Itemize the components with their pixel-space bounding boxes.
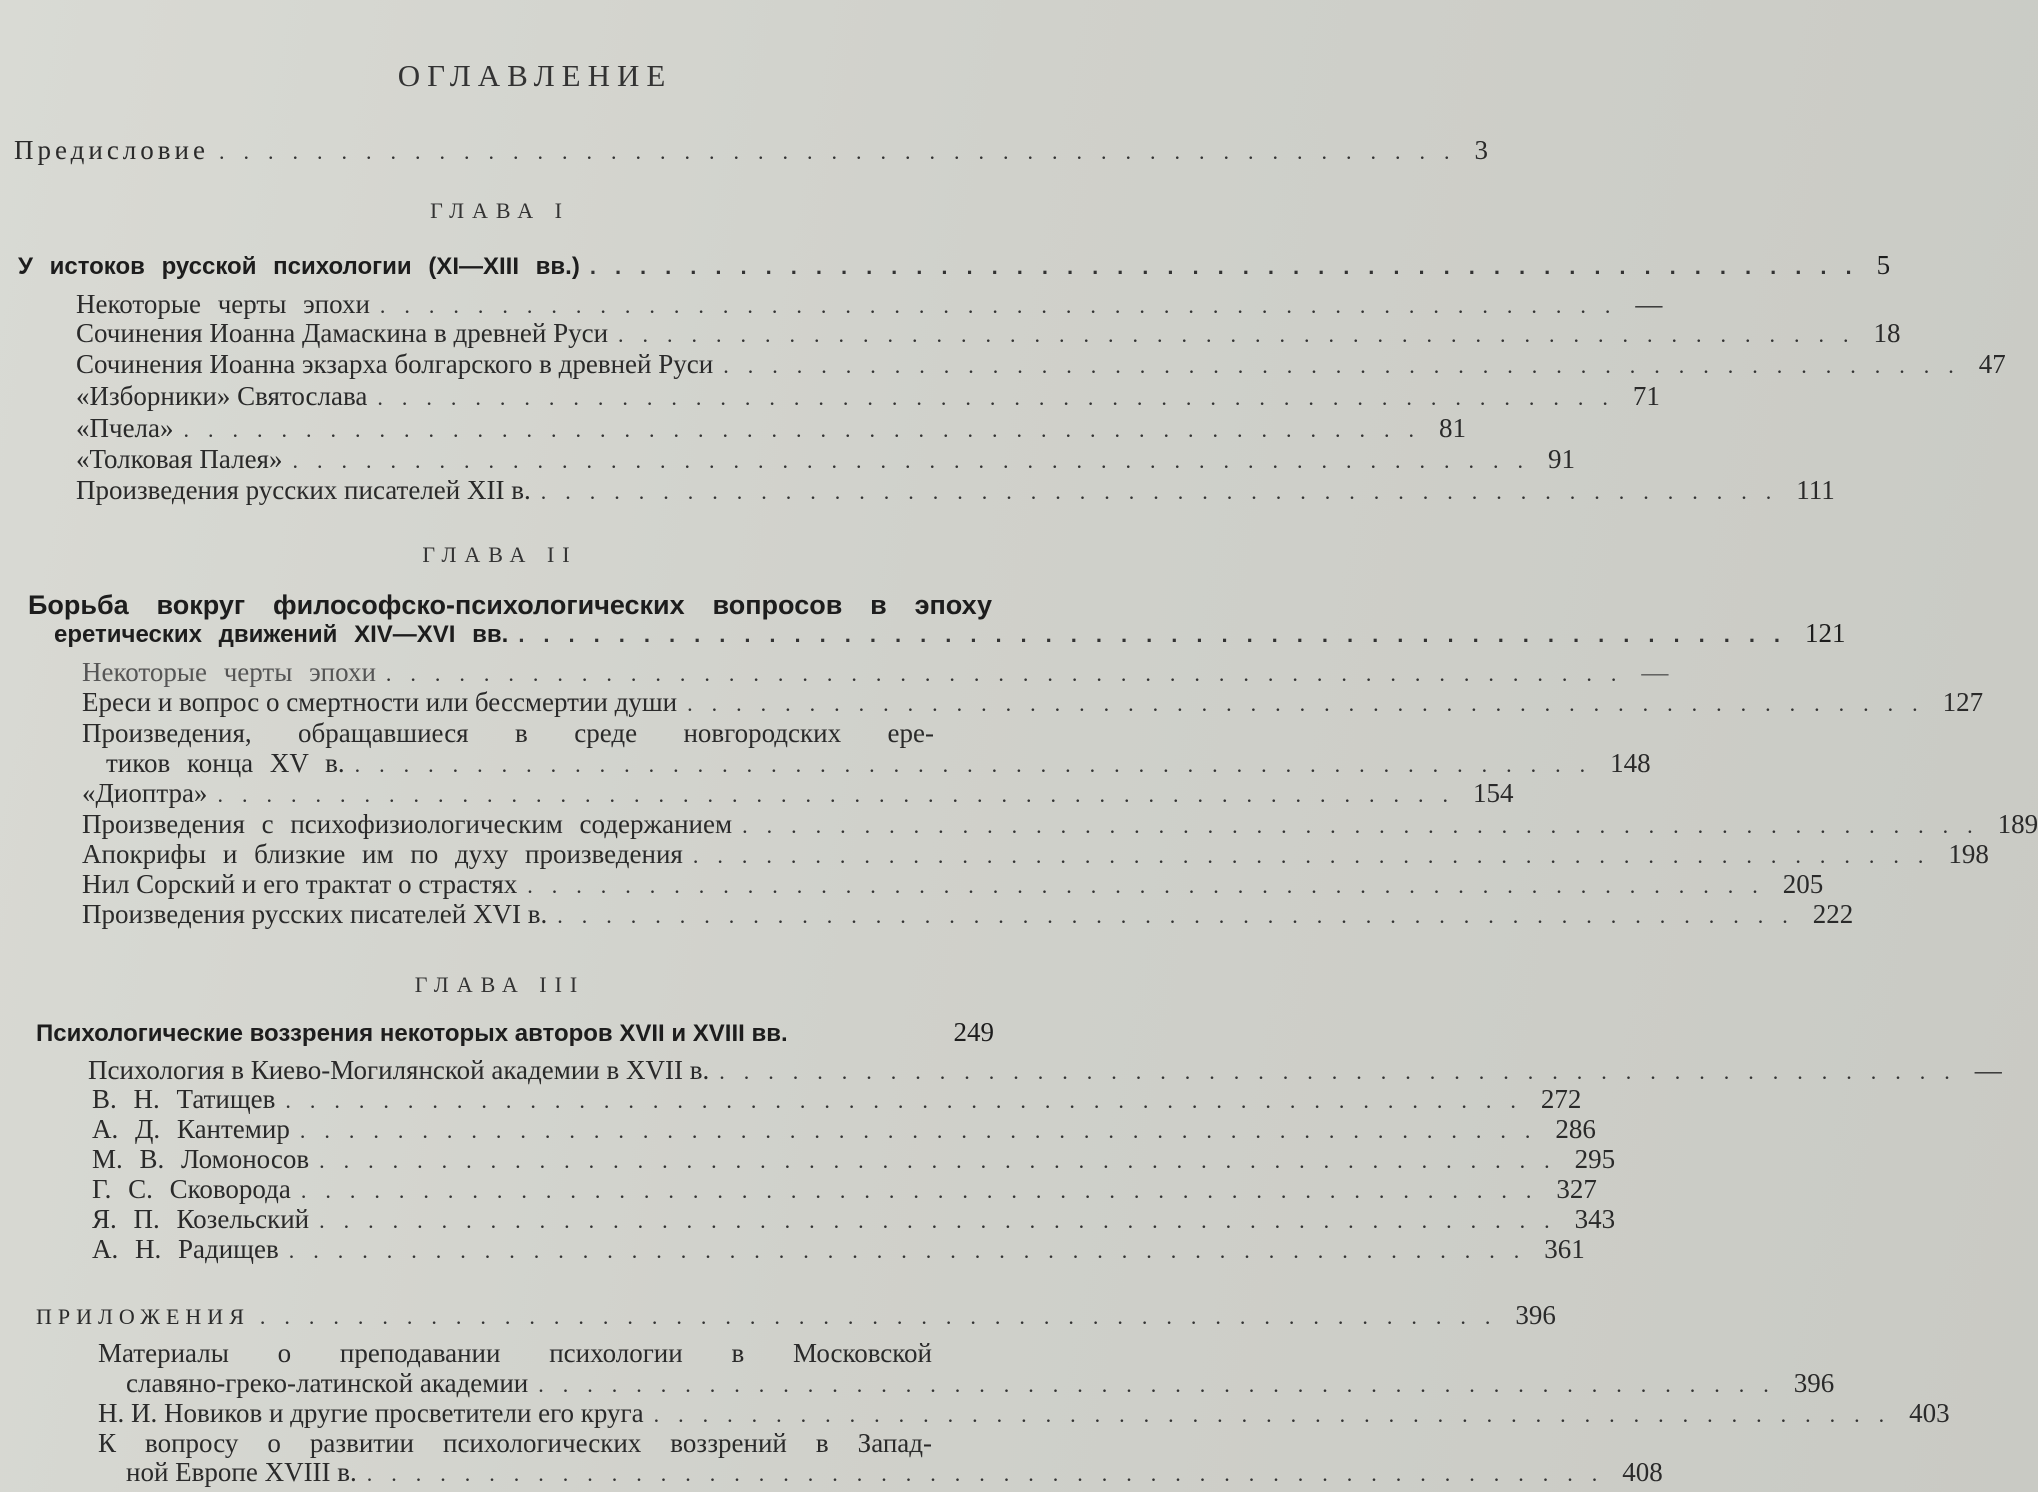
toc-entry (82, 839, 1989, 871)
toc-entry (76, 381, 1660, 413)
toc-entry (76, 413, 1467, 445)
toc-entry (92, 1204, 1616, 1236)
dot-leader: ................................................... (299, 1118, 1550, 1143)
toc-entry (92, 1174, 1597, 1206)
entry-page: 327 (1556, 1174, 1597, 1204)
dot-leader: ................................................... (285, 1088, 1535, 1113)
entry-page: 361 (1544, 1234, 1585, 1264)
dot-leader: ................................................... (319, 1148, 1569, 1173)
chapter-2-title-line1: Борьба вокруг философско-психологических вопросов в эпоху (28, 590, 992, 620)
dot-leader: ................................................... (653, 1402, 1904, 1427)
entry-page: 111 (1796, 475, 1835, 505)
entry-page: 286 (1555, 1114, 1596, 1144)
entry-page: 47 (1978, 349, 2006, 379)
entry-label: Некоторые черты эпохи (76, 289, 370, 319)
toc-entry (82, 778, 1514, 810)
entry-label: Некоторые черты эпохи (82, 657, 376, 687)
chapter-2-title (54, 618, 1846, 650)
toc-entry (82, 809, 2038, 841)
entry-label: Произведения русских писателей XII в. (76, 475, 531, 505)
entry-page: 222 (1812, 899, 1854, 929)
dot-leader: ................................................... (217, 782, 1467, 807)
toc-entry (82, 687, 1984, 719)
dot-leader: ................................................... (292, 448, 1542, 473)
dot-leader: ................................................... (183, 417, 1434, 442)
entry-label: тиков конца XV в. (106, 748, 345, 778)
toc-entry (126, 1457, 1663, 1489)
entry-page: 148 (1610, 748, 1651, 778)
entry-label: «Толковая Палея» (76, 444, 283, 474)
entry-page: 295 (1574, 1144, 1616, 1174)
entry-page: 343 (1574, 1204, 1616, 1234)
entry-page: 71 (1632, 381, 1660, 411)
entry-label: Г. С. Сковорода (92, 1174, 291, 1204)
dot-leader: ................................................... (259, 1304, 1510, 1329)
dot-leader: ................................................... (377, 385, 1627, 410)
dot-leader: ................................................... (354, 752, 1605, 777)
toc-entry-appendix (36, 1300, 1556, 1332)
entry-page: 396 (1515, 1300, 1556, 1330)
entry-label: А. Д. Кантемир (92, 1114, 290, 1144)
dot-leader: ................................................... (692, 843, 1943, 868)
toc-title: ОГЛАВЛЕНИЕ (397, 58, 673, 93)
dot-leader: ................................................... (618, 322, 1868, 347)
entry-page: 81 (1439, 413, 1467, 443)
entry-label: Я. П. Козельский (92, 1204, 310, 1234)
toc-entry (82, 899, 1854, 931)
entry-label: еретических движений XIV—XVI вв. (54, 621, 509, 648)
dot-leader: ................................................... (719, 1059, 1969, 1084)
dot-leader: ................................................... (589, 254, 1871, 279)
entry-label: Сочинения Иоанна Дамаскина в древней Руси (76, 318, 609, 348)
toc-entry (88, 1055, 2002, 1087)
dot-leader: ................................................... (366, 1461, 1617, 1486)
toc-entry (76, 349, 2006, 381)
entry-page: 18 (1873, 318, 1901, 348)
dot-leader: ................................................... (723, 353, 1973, 378)
entry-page: 198 (1948, 839, 1989, 869)
toc-entry (76, 475, 1835, 507)
entry-label: А. Н. Радищев (92, 1234, 279, 1264)
toc-entry-line1: К вопросу о развитии психологических воззрений в Запад- (98, 1428, 932, 1458)
entry-label: ной Европе XVIII в. (126, 1457, 357, 1487)
entry-page: 127 (1942, 687, 1984, 717)
dot-leader: ................................................... (557, 903, 1807, 928)
dot-leader: ................................................... (742, 813, 1992, 838)
dot-leader: ................................................... (300, 1178, 1551, 1203)
toc-entry (76, 289, 1663, 321)
entry-label: «Изборники» Святослава (76, 381, 368, 411)
dot-leader: ................................................... (687, 691, 1937, 716)
entry-label: Апокрифы и близкие им по духу произведения (82, 839, 683, 869)
chapter-2-heading: ГЛАВА II (422, 542, 578, 567)
entry-label: Произведения с психофизиологическим содержанием (82, 809, 733, 839)
toc-entry (98, 1398, 1950, 1430)
dot-leader: ................................................... (385, 661, 1636, 686)
toc-entry (92, 1144, 1616, 1176)
entry-label: Предисловие (14, 135, 209, 165)
entry-page: — (1974, 1055, 2002, 1085)
dot-leader: ................................................... (538, 1372, 1788, 1397)
entry-label: В. Н. Татищев (92, 1084, 276, 1114)
chapter-3-title (36, 1017, 994, 1049)
entry-page: 272 (1540, 1084, 1582, 1114)
toc-entry (106, 748, 1651, 780)
entry-label: «Диоптра» (82, 778, 208, 808)
dot-leader: ................................................... (288, 1238, 1539, 1263)
toc-entry (92, 1084, 1582, 1116)
dot-leader: ................................................... (540, 479, 1791, 504)
entry-label: Ереси и вопрос о смертности или бессмертии души (82, 687, 678, 717)
entry-label: У истоков русской психологии (XI—XIII вв.) (18, 253, 580, 280)
chapter-1-title (18, 250, 1891, 282)
entry-label: «Пчела» (76, 413, 174, 443)
entry-page: 189 (1997, 809, 2038, 839)
entry-label: Сочинения Иоанна экзарха болгарского в древней Руси (76, 349, 714, 379)
toc-entry-line1: Произведения, обращавшиеся в среде новгородских ере- (82, 718, 934, 748)
dot-leader: ................................................... (527, 873, 1777, 898)
entry-label: славяно-греко-латинской академии (126, 1368, 529, 1398)
toc-entry (82, 657, 1669, 689)
entry-page: 5 (1876, 250, 1891, 280)
entry-page: 396 (1793, 1368, 1835, 1398)
entry-label: Психология в Киево-Могилянской академии в XVII в. (88, 1055, 710, 1085)
chapter-3-heading: ГЛАВА III (414, 972, 586, 997)
entry-page: 205 (1782, 869, 1824, 899)
entry-page: — (1641, 657, 1669, 687)
toc-entry (76, 318, 1901, 350)
toc-entry (126, 1368, 1835, 1400)
entry-page: 408 (1622, 1457, 1663, 1487)
entry-page: 154 (1472, 778, 1514, 808)
toc-entry (92, 1114, 1596, 1146)
dot-leader: ................................................... (379, 293, 1630, 318)
toc-entry (82, 869, 1824, 901)
entry-label: Нил Сорский и его трактат о страстях (82, 869, 518, 899)
dot-leader: ................................................... (518, 622, 1800, 647)
entry-label: Н. И. Новиков и другие просветители его круга (98, 1398, 644, 1428)
entry-page: 403 (1909, 1398, 1950, 1428)
entry-label: Психологические воззрения некоторых авторов XVII и XVIII вв. (36, 1020, 788, 1047)
entry-label: М. В. Ломоносов (92, 1144, 310, 1174)
dot-leader: ................................................... (319, 1208, 1569, 1233)
entry-label: Произведения русских писателей XVI в. (82, 899, 548, 929)
toc-entry-line1: Материалы о преподавании психологии в Московской (98, 1338, 932, 1368)
toc-entry (76, 444, 1575, 476)
dot-leader: ................................................... (218, 139, 1469, 164)
toc-entry-preface (14, 135, 1492, 167)
entry-page: 121 (1805, 618, 1846, 648)
chapter-1-heading: ГЛАВА I (430, 198, 570, 223)
toc-entry (92, 1234, 1585, 1266)
entry-page: — (1635, 289, 1663, 319)
entry-label: ПРИЛОЖЕНИЯ (36, 1304, 250, 1329)
entry-page: 91 (1547, 444, 1575, 474)
entry-page: 3 (1474, 135, 1492, 165)
entry-page: 249 (953, 1017, 994, 1047)
